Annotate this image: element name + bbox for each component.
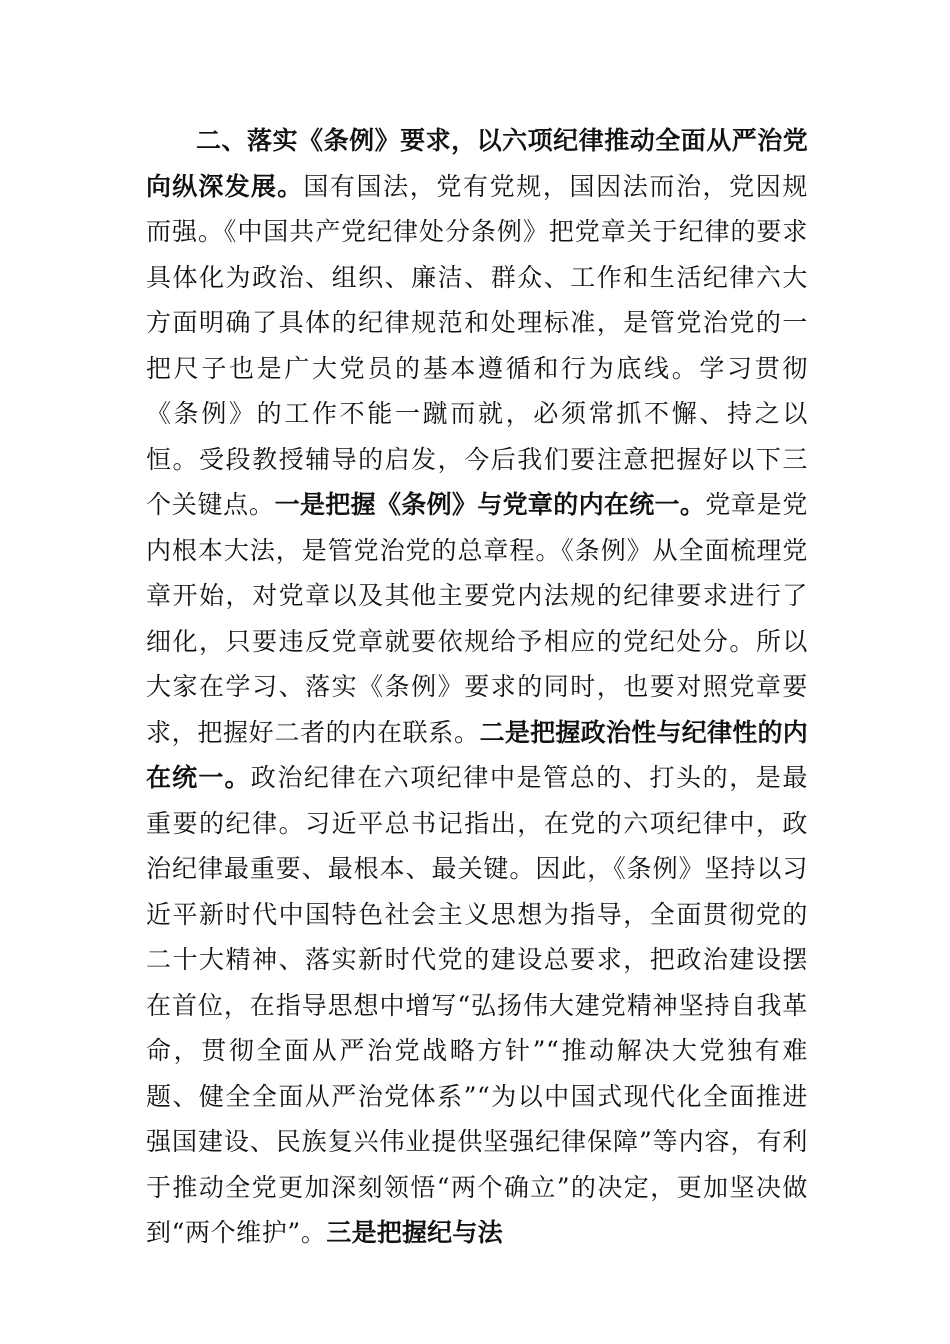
point-one-text: 党章是党内根本大法，是管党治党的总章程。《条例》从全面梳理党章开始，对党章以及其他主要党内法规的纪律要求进行了细化，只要违反党章就要依规给予相应的党纪处分。所以大家在学习、落实《条例》要求的同时，也要对照党章要求，把握好二者的内在联系。	[146, 490, 808, 747]
section-heading: 二、落实《条例》要求，以六项纪律推动全面从严治党向纵深发展。	[146, 126, 808, 201]
point-two-text: 政治纪律在六项纪律中是管总的、打头的，是最重要的纪律。习近平总书记指出，在党的六项纪律中，政治纪律最重要、最根本、最关键。因此，《条例》坚持以习近平新时代中国特色社会主义思想为指导，全面贯彻党的二十大精神、落实新时代党的建设总要求，把政治建设摆在首位，在指导思想中增写“弘扬伟大建党精神坚持自我革命，贯彻全面从严治党战略方针”“推动解决大党独有难题、健全全面从严治党体系”“为以中国式现代化全面推进强国建设、民族复兴伟业提供坚强纪律保障”等内容，有利于推动全党更加深刻领悟“两个确立”的决定，更加坚决做到“两个维护”。	[146, 763, 808, 1247]
point-three-title: 三是把握纪与法	[326, 1218, 503, 1247]
document-body	[146, 118, 808, 1256]
point-two-title: 二是把握政治性与纪律性的内在统一。	[146, 717, 808, 792]
paragraph	[146, 118, 808, 1256]
point-one-title: 一是把握《条例》与党章的内在统一。	[274, 490, 706, 519]
paragraph-text: 国有国法，党有党规，国因法而治，党因规而强。《中国共产党纪律处分条例》把党章关于纪律的要求具体化为政治、组织、廉洁、群众、工作和生活纪律六大方面明确了具体的纪律规范和处理标准，是管党治党的一把尺子也是广大党员的基本遵循和行为底线。学习贯彻《条例》的工作不能一蹴而就，必须常抓不懈、持之以恒。受段教授辅导的启发，今后我们要注意把握好以下三个关键点。	[146, 171, 809, 519]
